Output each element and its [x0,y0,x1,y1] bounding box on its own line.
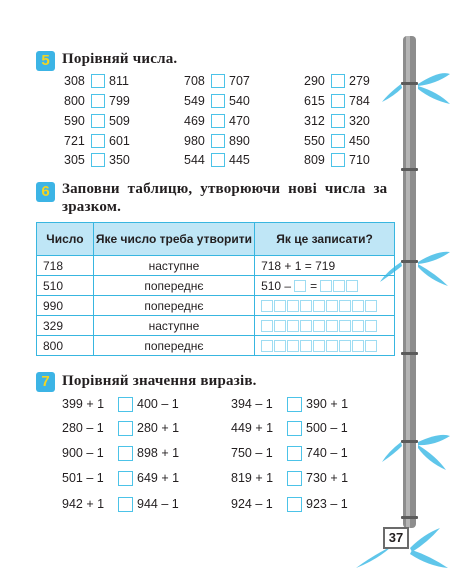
left-expression: 750 – 1 [231,446,273,460]
answer-square[interactable] [287,340,299,352]
answer-square[interactable] [294,280,306,292]
task-5-badge: 5 [36,51,55,71]
answer-box[interactable] [331,153,345,167]
right-number: 799 [109,94,130,108]
answer-box[interactable] [287,421,302,436]
right-number: 279 [349,74,370,88]
left-number: 305 [64,153,85,167]
answer-square[interactable] [320,280,332,292]
right-expression: 944 – 1 [137,497,179,511]
answer-square[interactable] [300,320,312,332]
right-expression: 923 – 1 [306,497,348,511]
answer-square[interactable] [287,320,299,332]
answer-box[interactable] [211,153,225,167]
right-number: 890 [229,134,250,148]
answer-square[interactable] [313,320,325,332]
cell-number: 800 [37,336,94,356]
cell-number: 718 [37,256,94,276]
left-number: 308 [64,74,85,88]
answer-box[interactable] [331,74,345,88]
table-row [37,276,395,296]
right-expression: 730 + 1 [306,471,349,485]
expression-pair [62,420,179,436]
answer-square[interactable] [274,340,286,352]
answer-box[interactable] [91,153,105,167]
cell-number: 510 [37,276,94,296]
answer-square[interactable] [313,300,325,312]
table-row [37,256,395,276]
compare-pair [64,133,137,149]
left-number: 800 [64,94,85,108]
answer-box[interactable] [331,94,345,108]
compare-pair [184,113,257,129]
compare-pair [64,113,137,129]
answer-square[interactable] [313,340,325,352]
header-how-to-write: Як це записати? [255,223,395,256]
task-5-title: Порівняй числа. [62,51,178,67]
answer-square[interactable] [365,320,377,332]
expression-pair [62,496,179,512]
answer-square[interactable] [261,320,273,332]
table-header-row [37,223,395,256]
left-number: 809 [304,153,325,167]
compare-pair [64,93,137,109]
left-number: 615 [304,94,325,108]
answer-square[interactable] [287,300,299,312]
answer-box[interactable] [118,446,133,461]
task-6-title-line1: Заповни таблицю, утворюючи нові числа за [62,181,388,197]
answer-box[interactable] [118,471,133,486]
answer-box[interactable] [287,471,302,486]
answer-square[interactable] [365,300,377,312]
left-expression: 394 – 1 [231,397,273,411]
task-7-title: Порівняй значення виразів. [62,373,257,389]
expression-pair [62,445,179,461]
answer-box[interactable] [91,94,105,108]
answer-square[interactable] [333,280,345,292]
task-6-badge: 6 [36,182,55,202]
left-expression: 449 + 1 [231,421,274,435]
compare-pair [64,152,137,168]
right-expression: 500 – 1 [306,421,348,435]
expression-pair [231,470,348,486]
cell-kind: попереднє [93,336,254,356]
answer-box[interactable] [211,74,225,88]
left-expression: 942 + 1 [62,497,105,511]
cell-number: 990 [37,296,94,316]
left-number: 708 [184,74,205,88]
left-number: 312 [304,114,325,128]
expression-pair [231,396,348,412]
answer-square[interactable] [339,300,351,312]
cell-answer [255,276,395,296]
partial-expression: 510 – [261,278,292,293]
compare-pair [184,152,257,168]
cell-answer-grid[interactable] [255,316,395,336]
answer-box[interactable] [287,497,302,512]
header-number: Число [37,223,94,256]
answer-box[interactable] [331,134,345,148]
answer-box[interactable] [91,114,105,128]
expression-pair [231,445,348,461]
right-number: 784 [349,94,370,108]
answer-square[interactable] [274,300,286,312]
compare-pair [184,133,257,149]
answer-square[interactable] [300,300,312,312]
right-number: 350 [109,153,130,167]
compare-pair [184,93,257,109]
left-number: 544 [184,153,205,167]
answer-square[interactable] [339,320,351,332]
right-expression: 400 – 1 [137,397,179,411]
right-number: 707 [229,74,250,88]
compare-pair [304,93,377,109]
answer-box[interactable] [118,497,133,512]
cell-kind: наступне [93,316,254,336]
left-number: 550 [304,134,325,148]
left-expression: 819 + 1 [231,471,274,485]
left-expression: 399 + 1 [62,397,105,411]
answer-square[interactable] [352,340,364,352]
expression-pair [62,396,179,412]
left-number: 590 [64,114,85,128]
compare-pair [64,73,137,89]
answer-square[interactable] [365,340,377,352]
right-number: 540 [229,94,250,108]
compare-pair [304,73,377,89]
answer-box[interactable] [287,446,302,461]
right-expression: 740 – 1 [306,446,348,460]
answer-box[interactable] [211,94,225,108]
answer-square[interactable] [352,300,364,312]
right-number: 445 [229,153,250,167]
answer-box[interactable] [287,397,302,412]
right-expression: 280 + 1 [137,421,180,435]
right-number: 710 [349,153,370,167]
equals-sign: = [310,278,318,293]
answer-box[interactable] [211,134,225,148]
header-what-to-form: Яке число треба утворити [93,223,254,256]
right-number: 450 [349,134,370,148]
table-row [37,336,395,356]
right-expression: 390 + 1 [306,397,349,411]
answer-box[interactable] [211,114,225,128]
right-number: 509 [109,114,130,128]
left-expression: 501 – 1 [62,471,104,485]
compare-pair [184,73,257,89]
right-expression: 649 + 1 [137,471,180,485]
left-number: 549 [184,94,205,108]
cell-answer-grid[interactable] [255,296,395,316]
answer-box[interactable] [91,134,105,148]
left-number: 469 [184,114,205,128]
answer-square[interactable] [346,280,358,292]
right-number: 320 [349,114,370,128]
answer-square[interactable] [339,340,351,352]
expression-pair [62,470,179,486]
left-expression: 280 – 1 [62,421,104,435]
left-expression: 924 – 1 [231,497,273,511]
right-number: 811 [109,74,129,88]
cell-example: 718 + 1 = 719 [255,256,395,276]
answer-square[interactable] [326,340,338,352]
left-number: 290 [304,74,325,88]
compare-pair [304,133,377,149]
answer-square[interactable] [326,300,338,312]
left-expression: 900 – 1 [62,446,104,460]
answer-square[interactable] [326,320,338,332]
answer-square[interactable] [352,320,364,332]
answer-square[interactable] [261,340,273,352]
task-6-title-line2: зразком. [62,199,122,215]
expression-pair [231,420,348,436]
answer-box[interactable] [118,397,133,412]
expression-pair [231,496,348,512]
compare-pair [304,113,377,129]
answer-box[interactable] [331,114,345,128]
answer-box[interactable] [91,74,105,88]
task-6-table [36,222,395,356]
left-number: 721 [64,134,85,148]
right-number: 470 [229,114,250,128]
task-7-badge: 7 [36,372,55,392]
right-expression: 898 + 1 [137,446,180,460]
answer-square[interactable] [261,300,273,312]
table-row [37,296,395,316]
cell-number: 329 [37,316,94,336]
answer-box[interactable] [118,421,133,436]
cell-answer-grid[interactable] [255,336,395,356]
page-number: 37 [383,527,409,549]
right-number: 601 [109,134,130,148]
cell-kind: попереднє [93,296,254,316]
table-row [37,316,395,336]
compare-pair [304,152,377,168]
answer-square[interactable] [300,340,312,352]
cell-kind: наступне [93,256,254,276]
left-number: 980 [184,134,205,148]
cell-kind: попереднє [93,276,254,296]
bamboo-stalk [401,36,418,528]
answer-square[interactable] [274,320,286,332]
